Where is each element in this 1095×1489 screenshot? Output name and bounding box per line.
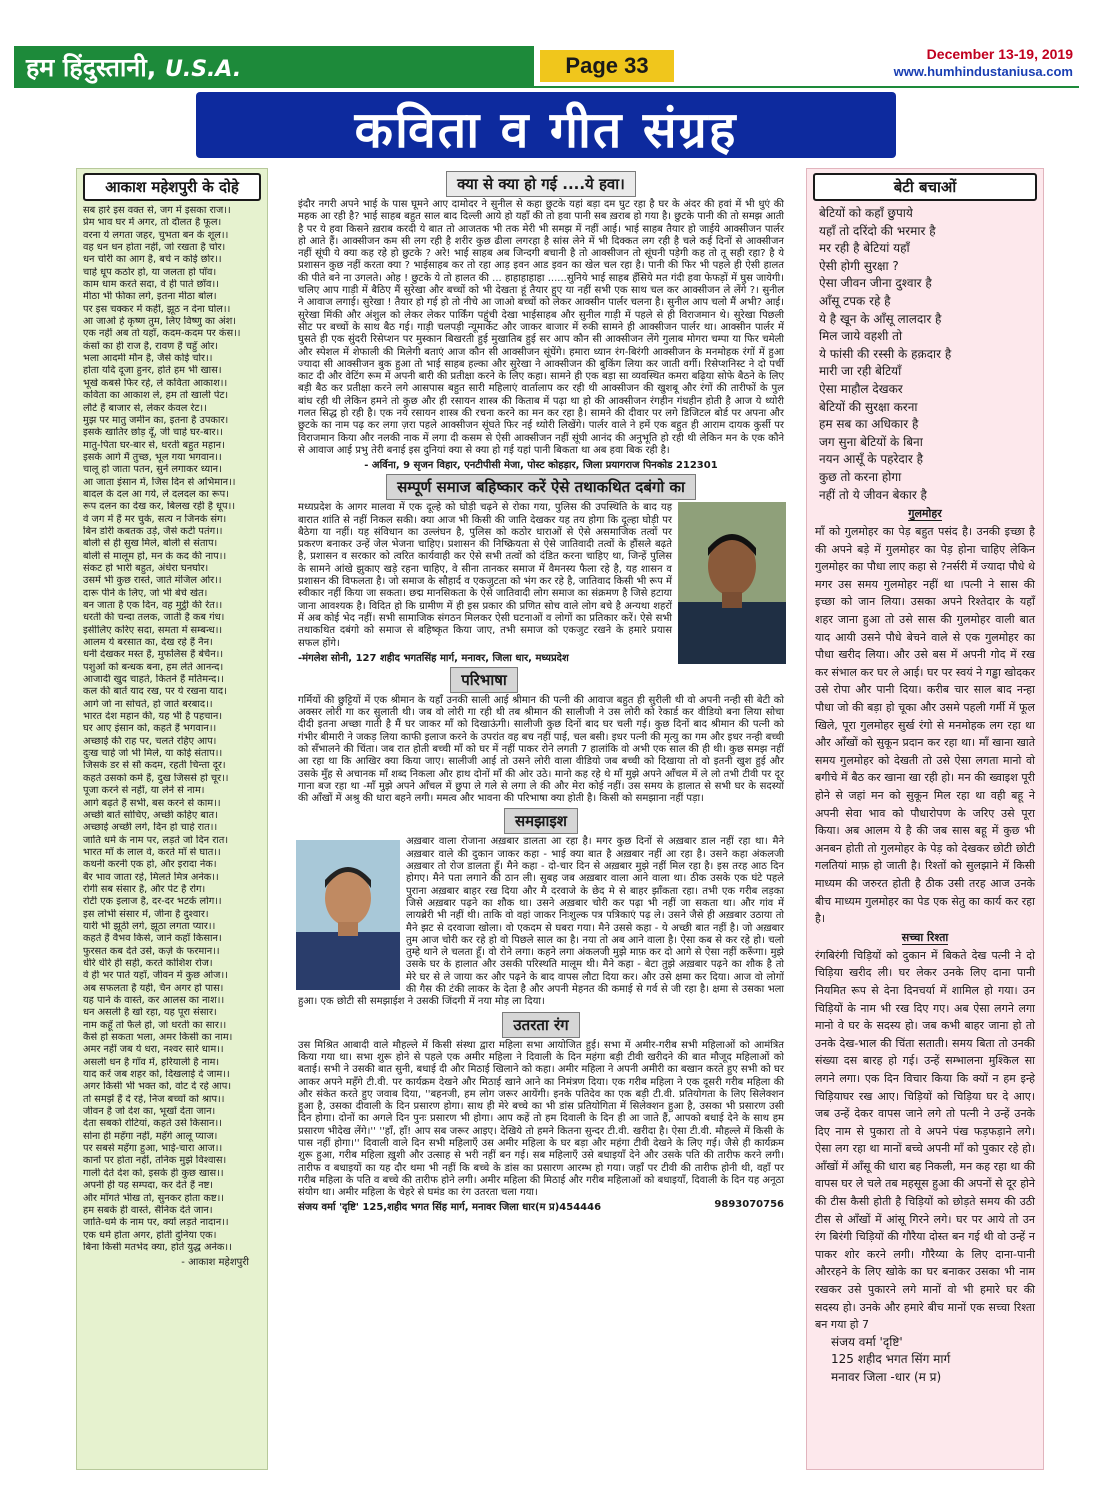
poem-line: अब सफलता है यही, चैन अगर हो पास। <box>83 982 224 994</box>
poem-line: नयन आसूँ के पहरेदार है <box>819 452 923 467</box>
right-column <box>806 168 1044 1470</box>
banner-title: कविता व गीत संग्रह <box>354 101 738 159</box>
poem-line: असली धन है गाँव में, हरियाली है नाम। <box>83 1056 220 1068</box>
poem-line: कैसे हो सकता भला, अमर किसी का नाम। <box>83 1032 233 1044</box>
poem-line: कथनी करनी एक हो, और इरादा नेक। <box>83 859 217 871</box>
story-byline-hawa: - अर्विना, 9 सृजन विहार, एनटीपीसी मेजा, पोस्ट कोहड़ार, जिला प्रयागराज पिनकोड 212301 <box>364 460 718 472</box>
author-photo-sanjay <box>296 840 400 990</box>
poem-line: फुरसत कब देते उसे, कर्ज़ के फरमान।। <box>83 945 220 957</box>
poem-line: यह पाने के वास्ते, कर आलस का नाश।। <box>83 995 225 1006</box>
poem-line: घर आए इंसान को, कहते हैं भगवान।। <box>83 723 217 735</box>
poem-line: जिसके डर से सौ कदम, रहती चिन्ता दूर। <box>83 760 226 772</box>
poem-line: वे ही भर पाते यहाँ, जीवन में कुछ ओज।। <box>83 970 228 982</box>
story-title-hawa: क्या से क्या हो गई ....ये हवा। <box>446 171 636 197</box>
poem-line: आगे जो ना सोचते, हो जाते बरबाद।। <box>83 698 213 710</box>
poem-line: ये फांसी की रस्सी के हक़दार है <box>819 346 952 361</box>
poem-line: नाम कहूँ तो फैले हो, जो धरती का सार।। <box>83 1019 227 1031</box>
poem-line: एक नहीं अब तो यहाँ, कदम-कदम पर कंस।। <box>83 328 241 340</box>
poem-line: मारी जा रही बेटियाँ <box>819 364 902 379</box>
poem-line: यारी भी झूठी लगे, झूठा लगता प्यार।। <box>83 920 216 932</box>
poem-line: लौटे हैं बाजार से, लेकर केवल रेट।। <box>83 402 207 414</box>
poem-line: वरना ये लगता जहर, चुभता बन के शूल।। <box>83 229 229 241</box>
poem-line: जग सुना बेटियों के बिना <box>819 434 923 449</box>
middle-column <box>296 168 786 1468</box>
poem-line: इसके खातिर छोड़ दूँ, जी चाहे घर-बार।। <box>83 427 223 439</box>
website-link[interactable]: www.humhindustaniusa.com <box>893 64 1073 79</box>
poem-line: उसमें भी कुछ रास्ते, जाते मंजिल ओर।। <box>83 575 222 587</box>
brand-block <box>14 46 534 88</box>
poem-line: बोली से मालूम हो, मन के कद की नाप।। <box>83 550 227 562</box>
page-number: Page 33 <box>540 50 674 82</box>
issue-date: December 13-19, 2019 <box>926 46 1073 62</box>
poem-line: आ जाओ हे कृष्ण तुम, लिए विष्णु का अंश। <box>83 316 237 328</box>
subhead-sachcha-rishta: सच्चा रिश्ता <box>901 930 949 944</box>
poem-line: जीवन है जो देश का, भूखों देता जान। <box>83 1106 216 1118</box>
poem-line: भूखे कबसे फिर रहे, ले कविता आकाश।। <box>83 377 228 389</box>
poem-line: पर सबसे महँगा हुआ, भाई-चारा आज।। <box>83 1143 223 1155</box>
poem-line: कहते उसको कर्म हैं, दुख जिससे हो चूर।। <box>83 772 229 784</box>
poem-line: और माँगते भीख तो, सुनकर होता कष्ट।। <box>83 1192 225 1204</box>
poem-line: धरती की चन्दा तलक, जाती है कब गंध। <box>83 612 225 624</box>
poem-line: आ जाता इंसान में, जिस दिन से अभिमान।। <box>83 476 236 488</box>
poem-line: कंसों का ही राज है, रावण हैं चहुँ ओर। <box>83 340 218 352</box>
poem-line: अच्छी बातें सोचिए, अच्छी कहिए बात। <box>83 809 218 821</box>
right-column-title: बेटी बचाओं <box>813 173 1037 201</box>
brand-name: हम हिंदुस्तानी, U.S.A. <box>26 53 242 82</box>
story-text-sachcha-rishta: रंगबिरंगी चिड़ियों को दुकान में बिकते देख पत्नी ने दो चिड़िया खरीद ली। घर लेकर उनके लिए दाना पानी नियमित रूप से देना दिनचर्या में शामिल हो गया। उन चिड़ियों के नाम भी रख दिए गए। अब ऐसा लगने लगा मानो वे घर के सदस्य हो। जब कभी बाहर जाना हो तो उनके देख-भाल की चिंता सताती। समय बिता तो उनकी संख्या दस बारह हो गई। उन्हें सम्भालना मुश्किल सा लगने लगा। एक दिन विचार किया कि क्यों न हम इन्हे चिड़ियाघर रख आए। चिड़ियों को चिड़िया घर दे आए। जब उन्हें देकर वापस जाने लगे तो पत्नी ने उन्हें उनके दिए नाम से पुकारा तो वे अपने पंख फड़फड़ाने लगे। ऐसा लग रहा था मानों बच्चे अपनी माँ को पुकार रहे हो। आँखों में आँसू की धारा बह निकली, मन कह रहा था की वापस घर ले चले तब महसूस हुआ की अपनों से दूर होने की टीस कैसी होती है चिड़ियों को छोड़ते समय की उठी टीस से आँखों में आंसू गिरने लगे। घर पर आये तो उन रंग बिरंगी चिड़ियों की गौरैया दोस्त बन गई थी वो उन्हें न पाकर शोर करने लगी। गौरैय्या के लिए दाना-पानी औररहने के लिए खोके का घर बनाकर उसका भी नाम रखकर उसे पुकारने लगे मानों वो भी हमारे घर की सदस्य हो। उनके और हमारे बीच मानों एक सच्चा रिश्ता बन गया हो 7 <box>815 948 1035 1332</box>
subhead-gulmohar: गुलमोहर <box>908 507 942 521</box>
poem-line: प्रेम भाव घर में अगर, तो दौलत है फूल। <box>83 217 222 229</box>
poem-line: अच्छाई की राह पर, चलते रहिए आप। <box>83 735 217 747</box>
poem-line: बेटियों को कहाँ छुपाये <box>819 206 913 220</box>
poem-line: रोटी एक इलाज है, दर-दर भटकें लोग।। <box>83 896 222 908</box>
poem-line: होता यदि दूजा हुनर, होते हम भी खास। <box>83 365 222 377</box>
poem-line: तो समझें हैं दे रहे, निज बच्चों को श्राप।। <box>83 1093 225 1105</box>
portrait-image <box>678 502 786 664</box>
poem-line: कल की बातें याद रख, पर ये रखना याद। <box>83 686 227 698</box>
story-text-samjhaish: अख़बार वाला रोजाना अख़बार डालता आ रहा है। मगर कुछ दिनों से अख़बार डाल नहीं रहा था। मैने अख़बार वाले की दुकान जाकर कहा - भाई क्या बात है अख़बार नहीं आ रहा है। उसने कहा अंकलजी अख़बार तो रोज डालता हूँ। मैने कहा - दो-चार दिन से अख़बार मुझे नहीं मिल रहा है। इस तरह आठ दिन होगए। मैने पता लगाने की ठान ली। सुबह जब अख़बार वाला आने वाला था। ठीक उसके एक घंटे पहले पुराना अख़बार बाहर रख दिया और मै दरवाजे के छेद मे से बाहर झाँकता रहा। तभी एक गरीब लड़का जिसे अख़बार पढ़ने का शौक था। उसने अख़बार चोरी कर पढ़ा भी नहीं जा सकता था। और गांव में लायब्रेरी भी नहीं थी। ताकि वो वहां जाकर निःशुल्क पत्र पत्रिकाएं पढ़ ले। उसने जैसे ही अख़बार उठाया तो मैने झट से दरवाजा खोला। वो एकदम से घबरा गया। मैने उससे कहा - ये अच्छी बात नहीं है। जो अख़बार तुम आज चोरी कर रहे हो वो पिछले साल का है। नया तो अब आने वाला है। ऐसा कब से कर रहे हो। चलो तुम्हे थाने ले चलता हूँ। वो रोने लगा। कहने लगा अंकलजी मुझे माफ़ कर दो आगे से ऐसा नहीं करूँगा। मुझे उसके घर के हालात और उसकी परिस्थति मालूम थी। मैने कहा - बेटा तुझे अख़बार पढ़ने का शौक है तो मेरे घर से ले जाया कर और पढ़ने के बाद वापस लौटा दिया कर। और उसे क्षमा कर दिया। आज वो लोगों की गैस की टंकी लाकर के देता है और अपनी मेहनत की कमाई से गर्व से जी रहा है। क्षमा से उसका भला हुआ। एक छोटी सी समझाईश ने उसकी जिंदगी में नया मोड़ ला दिया। <box>298 836 784 1008</box>
poem-line: रोगी सब संसार है, और पेट है रोग। <box>83 883 206 895</box>
poem-line: आँसू टपक रहे है <box>819 293 891 308</box>
poem-line: जाति-धर्म के नाम पर, क्यों लड़ते नादान।। <box>83 1217 229 1229</box>
poem-line: कानों पर होता नहीं, तनिक मुझे विश्वास। <box>83 1155 227 1167</box>
story-byline-bahishkar: -मंगलेश सोनी, 127 शहीद भगतसिंह मार्ग, मनावर, जिला धार, मध्यप्रदेश <box>298 652 569 664</box>
poem-line: पर इस चक्कर में कहीं, झूठ न देना घोल।। <box>83 303 231 315</box>
poem-line: मीठा भी फीका लगे, इतना मीठा बोल। <box>83 291 217 303</box>
poem-line: कुछ तो करना होगा <box>819 469 902 484</box>
story-text-paribhasha: गर्मियों की छुट्टियों में एक श्रीमान के यहाँ उनकी साली आई श्रीमान की पत्नी की आवाज बहुत ही सुरीली थी वो अपनी नन्ही सी बेटी को अक्सर लोरी गा कर सुलाती थी। जब वो लोरी गा रही थी तब श्रीमान की सालीजी ने उस लोरी को रेकार्ड कर वीडियो बना लिया सोचा दीदी इतना अच्छा गाती है मैं घर जाकर माँ को दिखाऊंगी। सालीजी कुछ दिनों बाद घर चली गई। कुछ दिनों बाद श्रीमान की पत्नी को गंभीर बीमारी ने जकड़ लिया काफी इलाज करने के उपरांत वह बच नहीं पाई, चल बसी। इधर पत्नी की मृत्यु का गम और इधर नन्ही बच्ची को सँभालने की चिंता। जब रात होती बच्ची माँ को घर में नहीं पाकर रोने लगती 7 हालांकि वो अभी एक साल की ही थी। कुछ समझ नहीं आ रहा था कि आखिर क्या किया जाए। सालीजी आई तो उसने लोरी वाला वीडियो जब बच्ची को दिखाया तो वो इतनी खुश हुई और उसके मुँह से अचानक माँ शब्द निकला और हाथ दोनों माँ की ओर उठे। मानो कह रहे थे माँ मुझे अपने आँचल में ले लो तभी टीवी पर दूर गाना बज रहा था -माँ मुझे अपने आँचल में छुपा ले गले से लगा ले की और मेरा कोई नहीं। उस समय के हालात से सभी घर के सदस्यों की आँखों में अश्रु की धारा बहने लगी। ममत्व और भावना की परिभाषा क्या होती है। किसी को समझाना नहीं पड़ा। <box>298 694 784 805</box>
dohe-poem <box>77 205 267 1254</box>
poem-line: नहीं तो ये जीवन बेकार है <box>819 487 927 502</box>
story-text-gulmohar: माँ को गुलमोहर का पेड़ बहुत पसंद है। उनकी इच्छा है की अपने बड़े में गुलमोहर का पेड़ होना चाहिए लेकिन गुलमोहर का पौधा लाए कहा से ?नर्सरी में ज्यादा पौधे थे मगर उस समय गुलमोहर नहीं था ।पत्नी ने सास की इच्छा को जान लिया। उसका अपने रिश्तेदार के यहाँ शहर जाना हुआ तो उसे सास की गुलमोहर वाली बात याद आयी उसने पौधे बेचने वाले से एक गुलमोहर का पौधा खरीद लिया। और उसे बस में अपनी गोद में रख कर संभाल कर घर ले आई। घर पर स्वयं ने गड्ढा खोदकर उसे रोपा और पानी दिया। करीब चार साल बाद नन्हा पौधा जो की बड़ा हो चूका और उसमे पहली गर्मी में फूल खिले, पूरा गुलमोहर सुर्ख रंगो से मनमोहक लग रहा था और आँखों को सुकून प्रदान कर रहा था। माँ खाना खाते समय गुलमोहर को देखती तो उसे ऐसा लगता मानो वो बगीचे में बैठ कर खाना खा रही हो। मन की ख्वाइश पूरी होने से जहां मन को सुकून मिल रहा था वही बहू ने अपनी सेवा भाव को पौधारोपण के जरिए उसे पूरा किया। अब आलम ये है की जब सास बहू में कुछ भी अनबन होती तो गुलमोहर के पेड़ को देखकर छोटी छोटी गलतियां माफ़ हो जाती है। रिश्तों को सुलझाने में किसी माध्यम की जरुरत होती है ठीक उसी तरह आज उनके बीच माध्यम गुलमोहर का पेड एक सेतु का कार्य कर रहा है। <box>815 525 1035 926</box>
story-title-bahishkar: सम्पूर्ण समाज बहिष्कार करें ऐसे तथाकथित दबंगो का <box>386 474 696 500</box>
poem-line: आगे बढ़ते हैं सभी, बस करने से काम।। <box>83 797 221 809</box>
section-banner <box>196 92 896 158</box>
poem-line: जाति धर्म के नाम पर, लड़ते जो दिन रात। <box>83 834 229 846</box>
poem-line: काम धाम करते सदा, वे ही पाते छाँव।। <box>83 279 219 291</box>
poem-line: बन जाता है एक दिन, वह मुट्ठी की रेत।। <box>83 600 223 611</box>
poem-line: धीरे धीरे ही सही, करते कोशिश रोज। <box>83 957 213 969</box>
poem-line: कहते हैं वैभव किसे, जाने कहाँ किसान। <box>83 933 222 945</box>
portrait-image <box>296 840 400 990</box>
poem-line: वह धन धन होता नहीं, जो रखता है चोर। <box>83 242 226 254</box>
poem-line: इसके आगे मैं तुच्छ, भूल गया भगवान।। <box>83 451 222 463</box>
poem-line: दुःख चाहे जो भी मिले, या कोई संताप।। <box>83 748 223 760</box>
poem-line: पूजा करने से नहीं, या लेने से नाम। <box>83 785 205 797</box>
poem-line: संकट हो भारी बहुत, अंधेरा घनघोर। <box>83 562 209 574</box>
author-photo-mangalesh <box>678 502 786 664</box>
poem-line: चालू हो जाता पतन, सुनें लगाकर ध्यान। <box>83 464 222 476</box>
poem-line: याद करें जब शहर को, दिखलाई दे जाम।। <box>83 1069 230 1081</box>
poem-line: बोली से ही सुख मिले, बोली से संताप। <box>83 538 218 550</box>
poem-line: रूप दलन का देख कर, बिलख रही है धूप।। <box>83 501 236 513</box>
poem-line: एक धर्म होता अगर, होती दुनिया एक। <box>83 1229 217 1241</box>
poem-line: बैर भाव जाता रहे, मिलते मित्र अनेक।। <box>83 871 219 883</box>
poem-line: भारत देश महान की, यह भी है पहचान। <box>83 711 223 723</box>
poem-line: आलम ये बरसात का, देख रहे हैं नैन। <box>83 637 213 649</box>
poem-line: धन चोरी का आग है, बचे न कोई छोर।। <box>83 254 222 266</box>
author-phone: 9893070756 <box>714 1199 784 1211</box>
poem-line: धन असली है खो रहा, यह पूरा संसार। <box>83 1007 217 1019</box>
poem-line: सोना ही महँगा नहीं, महँगे आलू प्याज। <box>83 1130 218 1142</box>
poem-line: दारू पीने के लिए, जो भी बेचे खेत। <box>83 587 208 599</box>
poem-line: बिन डोरी कबतक उड़े, जैसे कटी पतंग।। <box>83 525 223 537</box>
poem-line: ये है खून के आँसू लालदार है <box>819 311 942 326</box>
poem-line: देता सबको रोटियां, कहते उसे किसान।। <box>83 1118 222 1130</box>
poem-line: सब हारे इस वक्त से, जग में इसका राज।। <box>83 205 231 216</box>
poem-line: हम सबके ही वास्ते, सैनिक देते जान। <box>83 1204 213 1216</box>
poem-line: मिल जाये वहशी तो <box>819 329 903 344</box>
poem-line: धनी देखकर मस्त हैं, मुफलिस हैं बेचैन।। <box>83 649 224 661</box>
story-byline-utarta-rang: संजय वर्मा 'दृष्टि' 125,शहीद भगत सिंह मार्ग, मनावर जिला धार(म प्र)454446 9893070756 <box>298 1199 784 1214</box>
poem-line: गाली देते देश को, इसके ही कुछ खास।। <box>83 1167 224 1179</box>
poem-line: अगर किसी भी भक्त को, वोट दे रहे आप। <box>83 1081 232 1093</box>
poem-line: अपनी ही यह सम्पदा, कर देते हैं नष्ट। <box>83 1180 214 1192</box>
poem-line: वे जग में हैं मर चुके, सत्य न जिनके संग। <box>83 513 227 525</box>
poem-line: बिना किसी मतभेद क्या, होते युद्ध अनेक।। <box>83 1241 232 1253</box>
poem-line: अच्छाई अच्छी लगे, दिन हो चाहे रात।। <box>83 822 218 834</box>
story-title-utarta-rang: उतरता रंग <box>502 1012 579 1038</box>
poem-line: इसीलिए करिए सदा, समता में सम्बन्ध।। <box>83 624 223 636</box>
left-column-dohe <box>76 168 268 1470</box>
poem-line: बेटियों की सुरक्षा करना <box>819 399 918 414</box>
poem-line: भारत माँ के लाल वे, करते माँ से घात।। <box>83 846 221 858</box>
poem-line: यहाँ तो दरिंदो की भरमार है <box>819 223 936 238</box>
poem-line: मर रही है बेटियां यहाँ <box>819 241 910 256</box>
dohe-author: - आकाश महेशपुरी <box>181 1257 249 1269</box>
story-text-utarta-rang: उस मिश्रित आबादी वाले मौहल्ले में किसी संस्था द्वारा महिला सभा आयोजित हुई। सभा में अमीर-गरीब सभी महिलाओं को आमंत्रित किया गया था। सभा शुरू होने से पहले एक अमीर महिला ने दिवाली के दिन महंगा बड़ी टीवी खरीदने की बात मौजूद महिलाओं को बताई। सभी ने उसकी बात सुनी, बधाई दी और मिठाई खिलाने को कहा। अमीर महिला ने अपनी अमीरी का बखान करते हुए सभी को घर आकर अपने महँगे टी.वी. पर कार्यक्रम देखने और मिठाई खाने आने का निमंत्रण दिया। एक गरीब महिला ने एक दूसरी गरीब महिला की और संकेत करते हुए जवाब दिया, ''बहनजी, हम लोग जरूर आयेंगी। इनके पतिदेव का एक बड़ी टी.वी. प्रतियोगता के लिए सिलेक्शन हुआ है, उसका दीवाली के दिन प्रसारण होगा। साथ ही मेरे बच्चे का भी डांस प्रतियोगिता में सिलेक्शन हुआ है, उसका भी प्रसारण उसी दिन होगा। दोनों का अगले दिन पुनः प्रसारण भी होगा। आप कहें तो हम दिवाली के दिन ही आ जाते हैं, आपको बधाई देने के साथ हम प्रसारण भीदेख लेंगे।'' ''हाँ, हाँ! आप सब जरूर आइए। देखिये तो हमने कितना सुन्दर टी.वी. खरीदा है। ऐसा टी.वी. मौहल्ले में किसी के पास नहीं होगा।'' दिवाली वाले दिन सभी महिलाएँ उस अमीर महिला के घर बड़ा और महंगा टीवी देखने के लिए गई। जैसे ही कार्यक्रम शुरू हुआ, गरीब महिला ख़ुशी और उत्साह से भरी नहीं बन गई। सब महिलाएँ उसे बधाइयाँ देने और उसके पति की तारीफ करने लगी। तारीफ व बधाइयों का यह दौर थमा भी नहीं कि बच्चे के डांस का प्रसारण आरम्भ हो गया। जहाँ पर टीवी की तारीफ होनी थी, वहाँ पर गरीब महिला के पति व बच्चे की तारीफ होने लगी। अमीर महिला की मिठाई और गरीब महिलाओं को बधाइयाँ, दिवाली के दिन यह अनूठा संयोग था। अमीर महिला के चेहरे से घमंड का रंग उतरता चला गया। <box>298 1039 784 1199</box>
poem-line: 125 शहीद भगत सिंग मार्ग <box>831 1352 951 1367</box>
story-title-paribhasha: परिभाषा <box>450 667 518 693</box>
poem-line: पशुओं को बन्धक बना, हम लेते आनन्द। <box>83 661 224 673</box>
poem-line: बादल के दल आ गये, ले दलदल का रूप। <box>83 488 229 500</box>
poem-line: मनावर जिला -धार (म प्र) <box>831 1370 942 1384</box>
header-rule <box>14 86 1079 88</box>
poem-line: कविता का आकाश ले, हम तो खाली पेट। <box>83 390 229 402</box>
poem-line: संजय वर्मा 'दृष्टि' <box>831 1334 903 1349</box>
poem-line: चाहे धूप कठोर हो, या जलता हो पाँव। <box>83 266 217 278</box>
poem-line: अमर नहीं जब ये धरा, नश्वर सारे धाम।। <box>83 1044 224 1056</box>
author-signature-block <box>807 1334 1043 1387</box>
story-text-bahishkar: मध्यप्रदेश के आगर मालवा में एक दूल्हे को घोड़ी चढ़ने से रोका गया, पुलिस की उपस्थिति के बाद यह बारात शांति से नहीं निकल सकी। क्या आज भी किसी की जाति देखकर यह तय होगा कि दूल्हा घोड़ी पर बैठेगा या नहीं। यह संविधान का उल्लंघन है, पुलिस को कठोर धाराओं से ऐसे असमाजिक तत्वों पर प्रकरण बनाकर उन्हें जेल भेजना चाहिए। प्रशासन की निष्क्रियता से ऐसे जातिवादी तत्वों के हौंसले बढ़ते है, प्रशासन व सरकार को त्वरित कार्यवाही कर ऐसे सभी तत्वों को दंडित करना चाहिए था, जिन्हें पुलिस के सामने आंखे झुकाए खड़े रहना चाहिए, वे सीना तानकर समाज में वैमनस्य फैला रहे है, यह शासन व प्रशासन की विफलता है। जो समाज के सौहार्द व एकजुटता को भंग कर रहे है, जातिवाद किसी भी रूप में स्वीकार नहीं किया जा सकता। छद्म मानसिकता के ऐसे जातिवादी लोग समाज का संक्रमण है जिसे हटाया जाना आवश्यक है। विदित हो कि ग्रामीण में ही इस प्रकार की प्रणित सोच वाले लोग बचे है अन्यथा शहरों में अब कोई भेद नहीं। सभी सामाजिक संगठन मिलकर ऐसी घटनाओं व लोगों का प्रतिकार करें। ऐसे सभी तथाकथित दबंगो को समाज से बहिष्कृत किया जाए, तभी समाज को एकजुट रखने के हमारे प्रयास सफल होंगे। <box>298 502 672 649</box>
poem-line: इस लोभी संसार में, जीना है दुश्वार। <box>83 908 209 920</box>
poem-line: हम सब का अधिकार है <box>819 417 919 432</box>
poem-line: भला आदमी मौन है, जैसे कोई चोर।। <box>83 353 213 365</box>
poem-line: ऐसा माहौल देखकर <box>819 381 903 396</box>
left-column-title: आकाश महेशपुरी के दोहे <box>83 173 261 201</box>
masthead <box>14 46 1079 88</box>
beti-bachao-poem <box>807 205 1043 504</box>
poem-line: ऐसा जीवन जीना दुश्वार है <box>819 276 932 291</box>
poem-line: ऐसी होगी सुरक्षा ? <box>819 258 899 273</box>
poem-line: मुझ पर मातु जमीन का, इतना है उपकार। <box>83 414 229 426</box>
poem-line: मातु-पिता घर-बार से, धरती बहुत महान। <box>83 439 225 451</box>
poem-line: आजादी खुद चाहते, कितने हैं मतिमन्द।। <box>83 674 224 686</box>
story-title-samjhaish: समझाइश <box>504 808 578 834</box>
story-text-hawa: इंदौर नगरी अपने भाई के पास घूमने आए दामोदर ने सुनील से कहा छुटके यहां बड़ा दम घुट रहा है घर के अंदर की हवां में भी धुएं की महक आ रही है? भाई साहब बहुत साल बाद दिल्ली आये हो यहाँ की तो हवा पानी सब ख़राब हो गया है। छुटके पानी की तो समझ आती है पर ये हवा किसने ख़राब करदी ये बात तो आजतक भी तक मेरी भी समझ में नहीं आई। भाई साहब तैयार हो जाईये आक्सीजन पार्लर हो आते हैं। आक्सीजन कम सी लग रही है शरीर कुछ ढीला लगरहा है सांस लेने में भी दिक्कत लग रही है चले कई दिनों से आक्सीजन नहीं सूंघी ये क्या कह रहे हो छुटके ? अरे! भाई साहब अब जिन्दगी बचानी है तो आक्सीजन तो सूंघनी पड़ेगी कह तो तू सही रहा? है ये प्रशासन कुछ नहीं करता क्या ? भाईसाहब कर तो रहा आड़ इवन आड इवन का खेल चल रहा है। पानी की फिर भी पहले ही ऐसी हालत की पीते बने ना उगलते। ओह ! छुटके ये तो हालत की ... हाहाहाहाहा ......सुनिये भाई साहब हँसिये मत गंदी हवा फेफड़ों में घुस जायेगी। चलिए आप गाड़ी में बैठिए मैं सुरेखा और बच्चों को भी देखता हूं तैयार हुए या नहीं सभी एक साथ चल कर आक्सीजन ले लेंगे ?। सुनील ने आवाज लगाई। सुरेखा ! तैयार हो गई हो तो नीचे आ जाओ बच्चों को लेकर आक्सीन पार्लर चलना है। सुनील आप चलो मैं अभी? आई। सुरेखा मिंकी और अंशुल को लेकर लेकर पार्किंग पहुंची देखा भाईसाहब और सुनील गाड़ी में पहले से ही विराजमान थे। सुरेखा पिछली सीट पर बच्चों के साथ बैठ गई। गाड़ी चलपड़ी न्यूमार्केट और जाकर बाजार में रुकी सामने ही आक्सीजन पार्लर था। आक्सीन पार्लर में घुसते ही एक सुंदरी रिसेप्शन पर मुस्कान बिखरती हुई मुखातिब हुई सर आप कौन सी आक्सीजन लेंगे गुलाब मोगरा चम्पा या फिर चमेली और स्पेशल में शेफाली की मिलेगी बताएं आज कौन सी आक्सीजन सूंघेंगे। हमारा ध्यान रंग-बिरंगी आक्सीजन के मनमोहक रंगों में हुआ ज्यादा सी आक्सीजन बुक हुआ तो भाई साहब हल्का और सुरेखा ने आक्सीजन की बुकिंग लिया कर जाती वर्गी। रिसेप्शनिस्ट ने दो पर्ची काट दी और वेटिंग रूम में अपनी बारी की प्रतीक्षा करने के लिए कहा। सामने ही एक बड़ा सा व्यवस्थित कमरा बढ़िया सोफे बैठने के लिए बड़ी बैठ कर प्रतीक्षा करने लगे आसपास बहुत सारी महिलाएं वार्तालाप कर रही थी आक्सीजन की खुशबू और रंगों की तारीफों के पुल बांध रही थी लेकिन हमने तो कुछ और ही रसायन शास्त्र की किताब में पढ़ा था हो की आक्सीजन रंगहीन गंधहीन होती है आज ये थ्योरी गलत सिद्ध हो रही है। एक नये रसायन शास्त्र की रचना करने का मन कर रहा है। सामने की दीवार पर लगे डिजिटल बोर्ड पर अपना और छुटके का नाम पढ़ कर लगा ज़रा पहले आक्सीजन सूंघते फिर नई थ्योरी लिखेंगे। पार्लर वाले ने हमें एक बहुत ही आराम दायक कुर्सी पर विराजमान किया और नलकी नाक में लगा दी कसम से ऐसी आक्सीजन नहीं सूंघी आनंद की अनुभूति हो रही थी लेकिन मन के एक कौने से आवाज आई प्रभु तेरी बनाई इस दुनियां क्या से क्या हो गई यहां पानी बिकता था अब हवा बिक रही है। <box>298 199 784 456</box>
